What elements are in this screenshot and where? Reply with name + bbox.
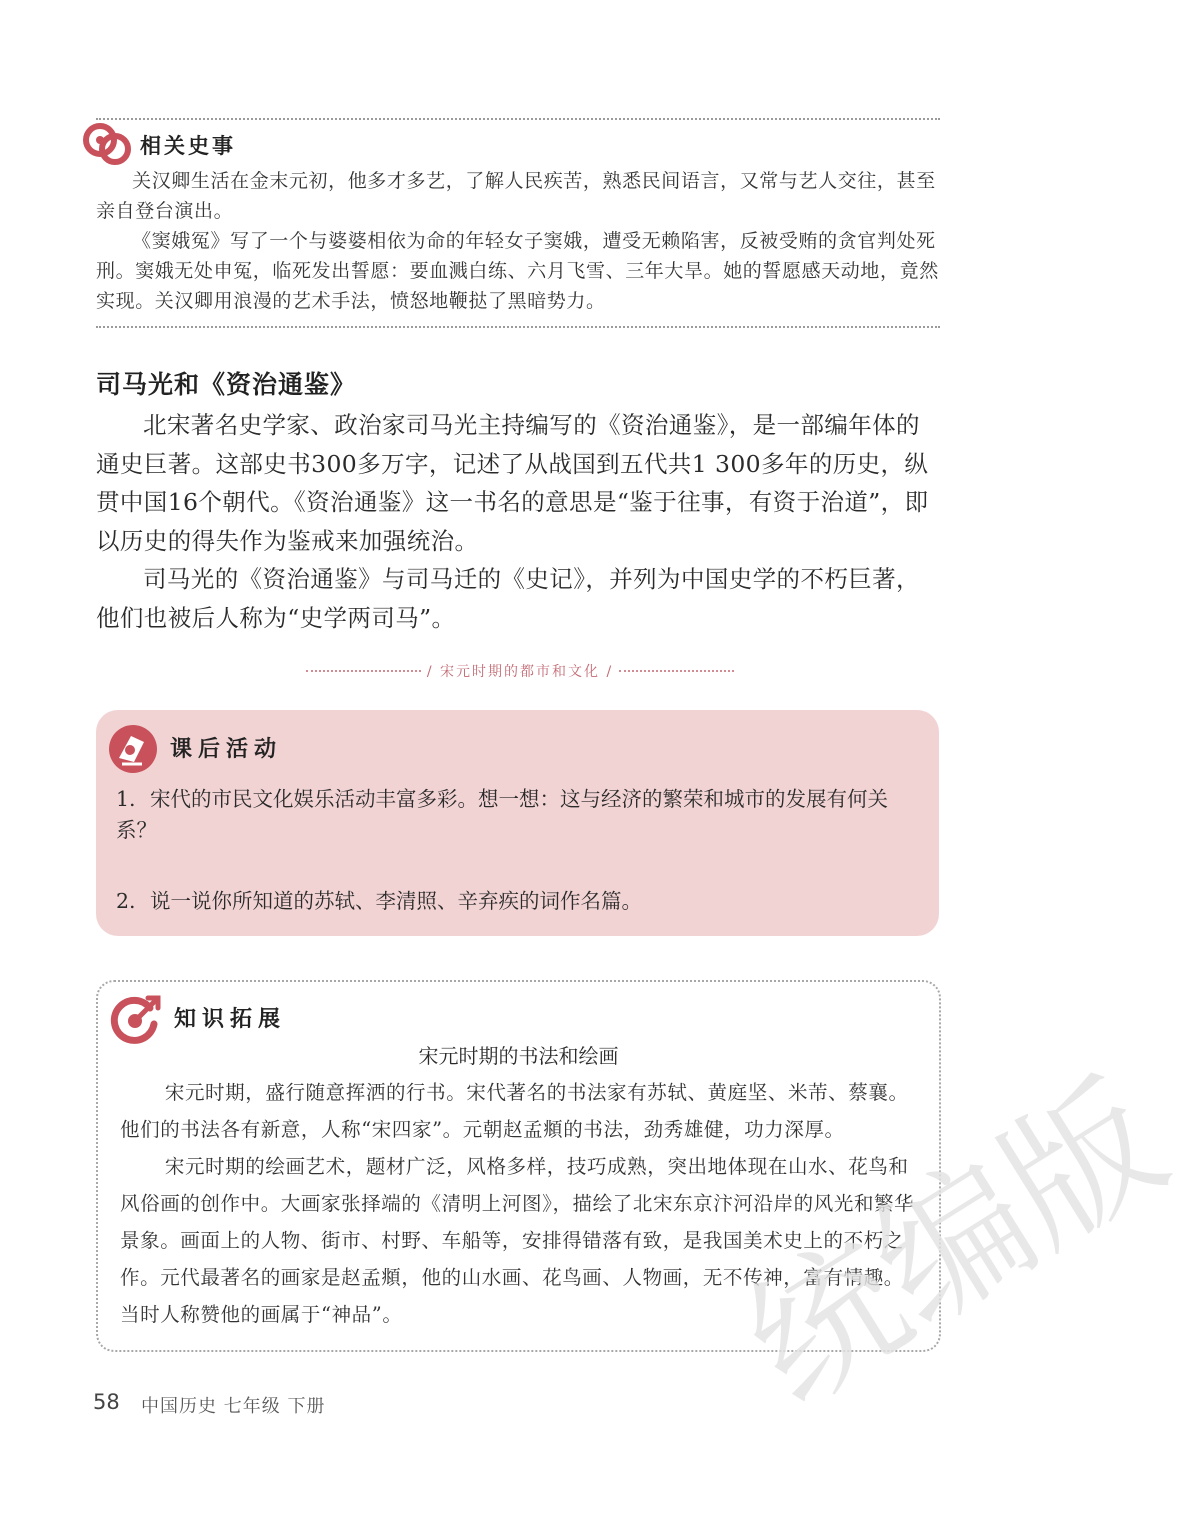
after-class-activity-box xyxy=(96,710,939,936)
activity-title: 课后活动 xyxy=(170,737,283,762)
related-paragraph-1: 关汉卿生活在金末元初，他多才多艺，了解人民疾苦，熟悉民间语言，又常与艺人交往，甚至亲自登台演出。 xyxy=(96,170,936,222)
knowledge-paragraph-2: 宋元时期的绘画艺术，题材广泛，风格多样，技巧成熟，突出地体现在山水、花鸟和风俗画的创作中。大画家张择端的《清明上河图》，描绘了北宋东京汴河沿岸的风光和繁华景象。画面上的人物、街市、村野、车船等，安排得错落有致，是我国美术史上的不朽之作。元代最著名的画家是赵孟頫，他的山水画、花鸟画、人物画，无不传神，富有情趣。当时人称赞他的画属于“神品”。 xyxy=(120,1155,915,1326)
watermark: 统编版 xyxy=(718,1051,1193,1438)
related-history-text xyxy=(96,166,940,316)
bottom-dotted-rule xyxy=(96,326,940,328)
knowledge-title: 知识拓展 xyxy=(174,1007,287,1032)
page-number: 58 xyxy=(93,1390,120,1414)
knowledge-paragraph-1: 宋元时期，盛行随意挥洒的行书。宋代著名的书法家有苏轼、黄庭坚、米芾、蔡襄。他们的书法各有新意，人称“宋四家”。元朝赵孟頫的书法，劲秀雄健，功力深厚。 xyxy=(120,1081,909,1141)
question-1-text: 宋代的市民文化娱乐活动丰富多彩。想一想：这与经济的繁荣和城市的发展有何关系？ xyxy=(116,787,888,842)
question-2-number: 2. xyxy=(116,889,136,913)
question-1-number: 1. xyxy=(116,787,136,811)
activity-question-1 xyxy=(116,784,916,846)
top-dotted-rule xyxy=(96,118,940,120)
book-title: 中国历史 七年级 下册 xyxy=(141,1396,326,1417)
section-heading: 司马光和《资治通鉴》 xyxy=(96,370,357,399)
question-2-text: 说一说你所知道的苏轼、李清照、辛弃疾的词作名篇。 xyxy=(150,889,642,913)
chapter-divider-label: / 宋元时期的都市和文化 / xyxy=(426,664,614,680)
chapter-divider xyxy=(300,661,740,681)
section-paragraph-2: 司马光的《资治通鉴》与司马迁的《史记》，并列为中国史学的不朽巨著，他们也被后人称为“史学两司马”。 xyxy=(96,565,920,632)
activity-question-2 xyxy=(116,886,916,917)
activity-icon xyxy=(104,720,162,778)
knowledge-subtitle: 宋元时期的书法和绘画 xyxy=(418,1044,619,1068)
section-body xyxy=(96,406,942,637)
related-history-title: 相关史事 xyxy=(140,134,236,158)
related-paragraph-2: 《窦娥冤》写了一个与婆婆相依为命的年轻女子窦娥，遭受无赖陷害，反被受贿的贪官判处死刑。窦娥无处申冤，临死发出誓愿：要血溅白练、六月飞雪、三年大旱。她的誓愿感天动地，竟然实现。关汉卿用浪漫的艺术手法，愤怒地鞭挞了黑暗势力。 xyxy=(96,230,939,312)
related-history-icon xyxy=(82,118,134,170)
section-paragraph-1: 北宋著名史学家、政治家司马光主持编写的《资治通鉴》，是一部编年体的通史巨著。这部史书300多万字，记述了从战国到五代共1 300多年的历史，纵贯中国16个朝代。《资治通鉴》这一书名的意思是“鉴于往事，有资于治道”，即以历史的得失作为鉴戒来加强统治。 xyxy=(96,411,929,555)
